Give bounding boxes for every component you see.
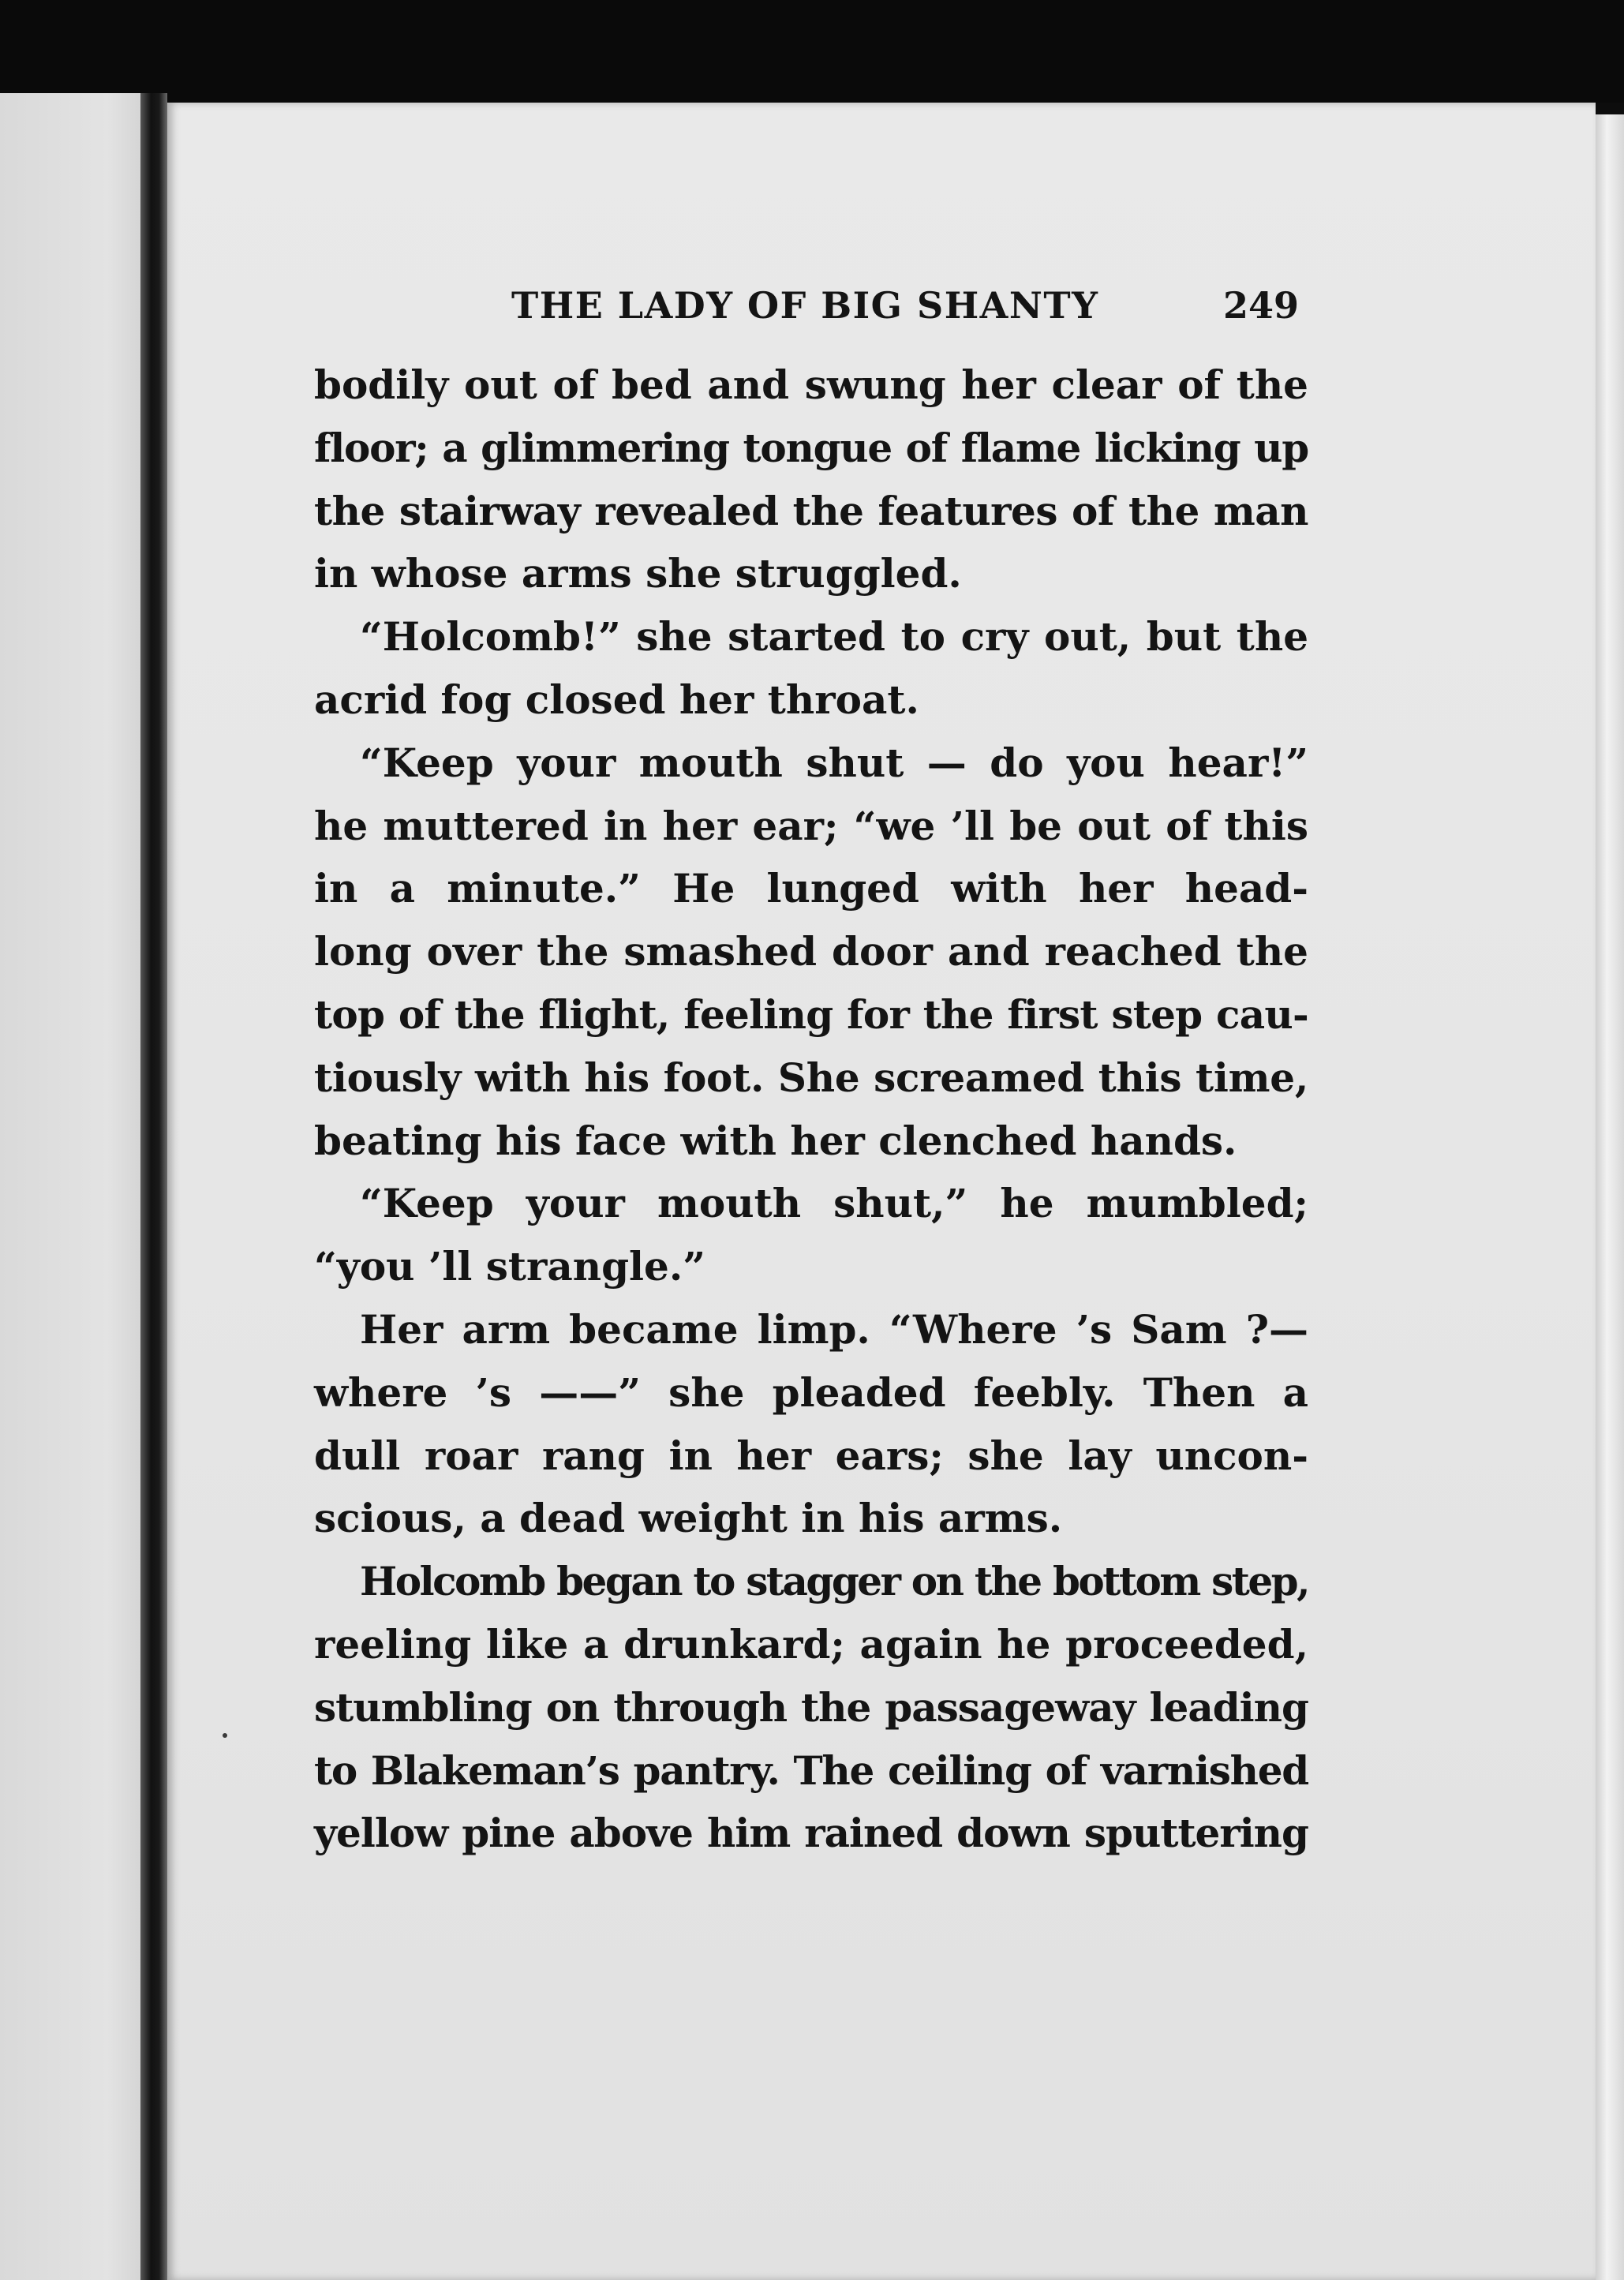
text-line: “Keep your mouth shut,” he mumbled; (360, 1180, 1308, 1227)
text-line: bodily out of bed and swung her clear of the (314, 361, 1308, 408)
text-line: he muttered in her ear; “we ’ll be out of this (314, 802, 1308, 849)
left-page-edge (0, 93, 154, 2280)
text-line: top of the flight, feeling for the first step cau- (314, 990, 1308, 1038)
body-text (314, 354, 1308, 1865)
text-line: acrid fog closed her throat. (314, 676, 919, 723)
text-line: to Blakeman’s pantry. The ceiling of varnished (314, 1747, 1308, 1794)
text-line: yellow pine above him rained down sputtering (314, 1810, 1308, 1857)
text-line: dull roar rang in her ears; she lay uncon- (314, 1432, 1308, 1479)
text-line: stumbling on through the passageway leading (314, 1683, 1308, 1731)
text-line: floor; a glimmering tongue of flame licking up (314, 424, 1308, 471)
scan-top-border (0, 0, 1624, 103)
text-line: Her arm became limp. “Where ’s Sam ?— (360, 1305, 1308, 1353)
text-line: reeling like a drunkard; again he proceeded, (314, 1620, 1308, 1668)
text-line: tiously with his foot. She screamed this time, (314, 1054, 1308, 1101)
text-line: scious, a dead weight in his arms. (314, 1495, 1063, 1542)
page-number: 249 (1223, 284, 1300, 327)
text-line: “Holcomb!” she started to cry out, but the (360, 613, 1308, 661)
text-line: where ’s ——” she pleaded feebly. Then a (314, 1368, 1308, 1416)
scan-speck (223, 1733, 227, 1738)
text-line: beating his face with her clenched hands. (314, 1117, 1237, 1164)
text-line: long over the smashed door and reached the (314, 928, 1308, 975)
text-line: “you ’ll strangle.” (314, 1243, 705, 1290)
text-line: in a minute.” He lunged with her head- (314, 865, 1308, 912)
book-gutter (140, 93, 167, 2280)
text-line: “Keep your mouth shut — do you hear!” (360, 739, 1308, 786)
running-head: THE LADY OF BIG SHANTY (511, 284, 1099, 327)
text-line: the stairway revealed the features of the man (314, 487, 1308, 534)
text-line: in whose arms she struggled. (314, 550, 962, 597)
text-line: Holcomb began to stagger on the bottom step, (360, 1558, 1308, 1605)
page-edge-right (1596, 114, 1624, 2280)
